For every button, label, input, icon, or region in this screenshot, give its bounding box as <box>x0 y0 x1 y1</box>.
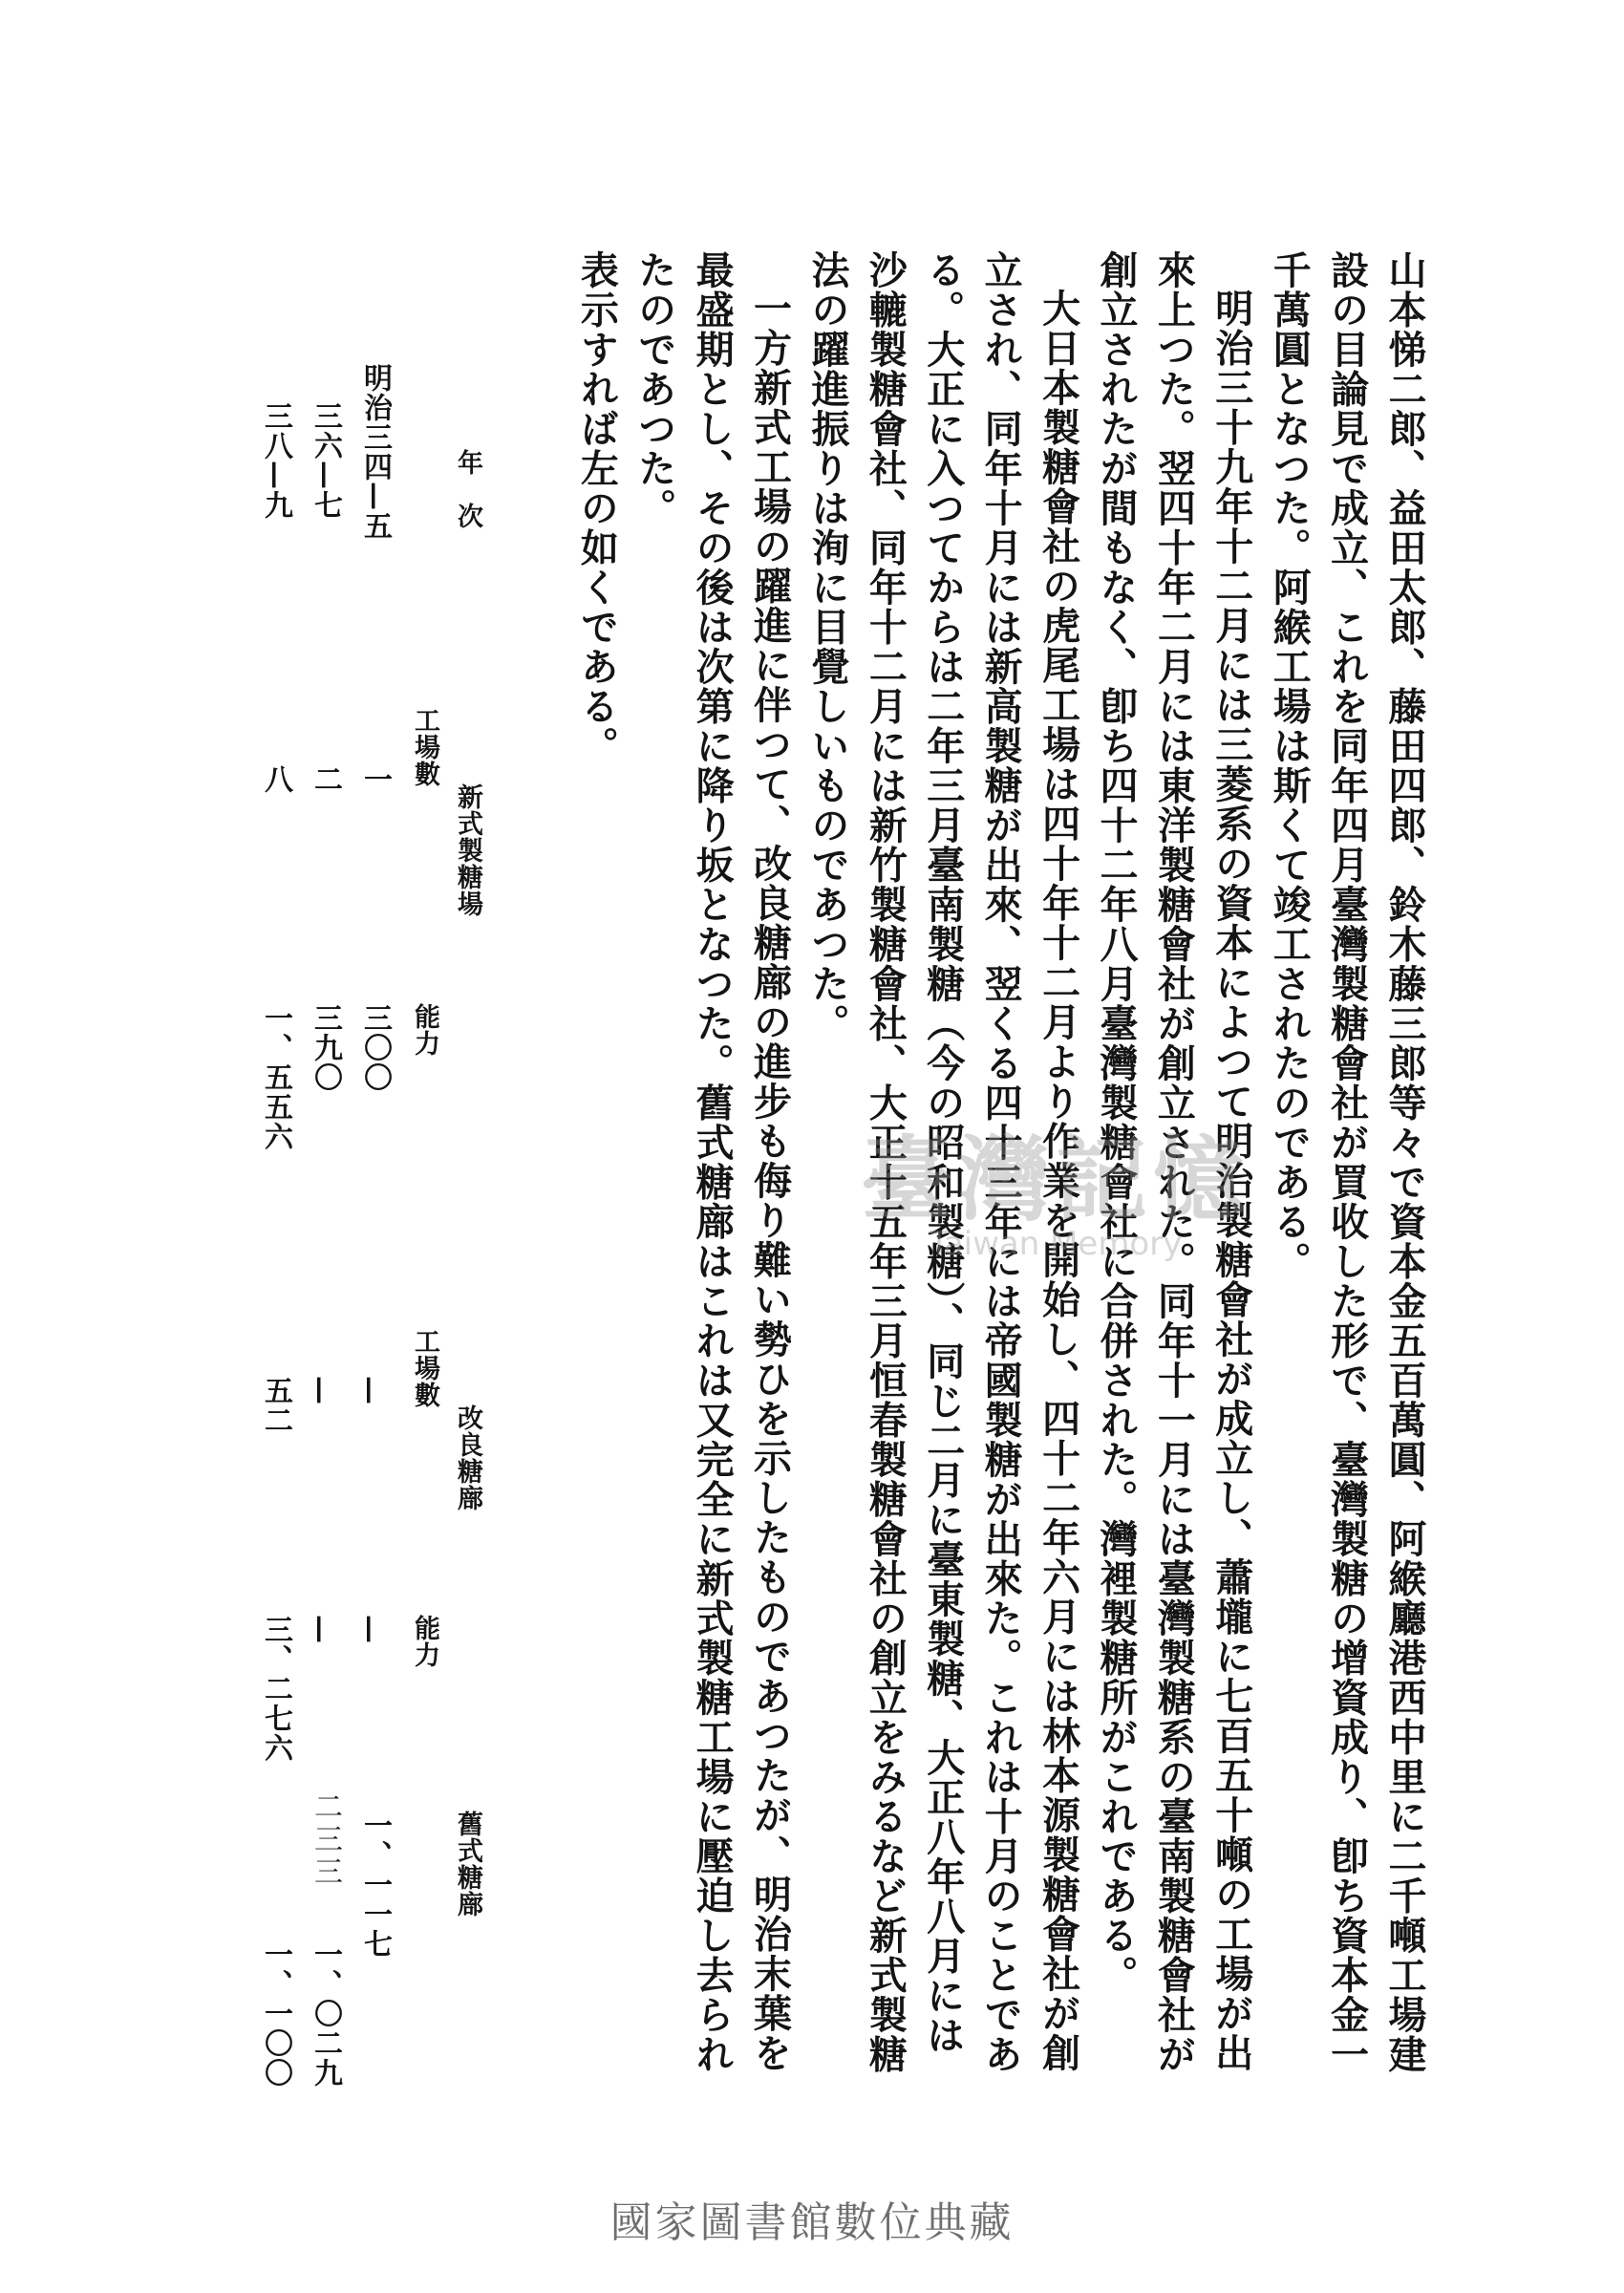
watermark-title: 臺灣記憶 <box>861 1125 1250 1233</box>
table-imp-capacity-label: 能力 <box>410 1615 439 1668</box>
table-row-2-year: 三六—七 <box>309 401 342 520</box>
table-year-header: 年 次 <box>453 449 482 529</box>
table-row-3-imp-capacity: 三、二七六 <box>259 1615 292 1763</box>
table-row-3-old-count: 一、一〇〇 <box>259 1939 292 2088</box>
table-new-count-label: 工場數 <box>410 707 439 787</box>
paragraph-5: 表示すれば左の如くである。 <box>574 250 620 766</box>
table-row-2-new-capacity: 三九〇 <box>309 1003 342 1092</box>
footer-credit: 國家圖書館數位典藏 <box>609 2198 1015 2247</box>
paragraph-4: 一方新式工場の躍進に伴つて、改良糖廍の進步も侮り難い勢ひを示したものであつたが、明治末葉を最盛期とし、その後は次第に降り坂となつた。舊式糖廍はこれは又完全に新式製糖工場に壓迫し去られたのであつた。 <box>631 250 793 2074</box>
table-row-3-imp-count: 五二 <box>259 1376 292 1435</box>
watermark-subtitle: Taiwan Memory <box>929 1225 1183 1263</box>
table-row-1-new-count: 一 <box>358 764 392 794</box>
table-row-1-year: 明治三四—五 <box>358 363 392 541</box>
paragraph-1: 山本悌二郎、益田太郎、藤田四郎、鈴木藤三郎等々で資本金五百萬圓、阿緱廳港西中里に二千噸工場建設の目論見で成立、これを同年四月臺灣製糖會社が買收した形で、臺灣製糖の增資成り、卽ち資本金一千萬圓となつた。阿緱工場は斯くて竣工されたのである。 <box>1267 250 1427 2074</box>
table-row-1-old-count: 一、一一七 <box>358 1811 392 1959</box>
body-text <box>516 250 1433 2085</box>
table-row-3-new-capacity: 一、五五六 <box>259 1003 292 1151</box>
page-number: 二三三 <box>309 1791 342 1889</box>
table-row-2-imp-count: — <box>304 1376 337 1405</box>
table-row-2-new-count: 二 <box>309 764 342 794</box>
table-row-1-imp-capacity: — <box>353 1615 387 1644</box>
table-row-3-new-count: 八 <box>259 764 292 794</box>
table-improved-header: 改良糖廍 <box>453 1404 482 1511</box>
table-new-factory-header: 新式製糖場 <box>453 783 482 917</box>
table-old-header: 舊式糖廍 <box>453 1811 482 1918</box>
table-new-capacity-label: 能力 <box>410 1003 439 1057</box>
table-row-2-imp-capacity: — <box>304 1615 337 1644</box>
paragraph-2: 明治三十九年十二月には三菱系の資本によつて明治製糖會社が成立し、蕭壠に七百五十噸の工場が出來上つた。翌四十年二月には東洋製糖會社が創立された。同年十一月には臺灣製糖系の臺南製糖會社が創立されたが間もなく、卽ち四十二年八月臺灣製糖會社に合併された。灣裡製糖所がこれである。 <box>1093 250 1254 2074</box>
table-row-1-imp-count: — <box>353 1376 387 1405</box>
paragraph-3: 大日本製糖會社の虎尾工場は四十年十二月より作業を開始し、四十二年六月には林本源製糖會社が創立され、同年十月には新高製糖が出來、翌くる四十三年には帝國製糖が出來た。これは十月のことである。大正に入つてからは二年三月臺南製糖（今の昭和製糖）、同じ二月に臺東製糖、大正八年八月には沙轆製糖會社、同年十二月には新竹製糖會社、大正十五年三月恒春製糖會社の創立をみるなど新式製糖法の躍進振りは洵に目覺しいものであつた。 <box>804 250 1081 2074</box>
table-row-3-year: 三八—九 <box>259 401 292 520</box>
table-row-1-new-capacity: 三〇〇 <box>358 1003 392 1092</box>
table-row-2-old-count: 一、〇二九 <box>309 1939 342 2088</box>
table-imp-count-label: 工場數 <box>410 1328 439 1408</box>
